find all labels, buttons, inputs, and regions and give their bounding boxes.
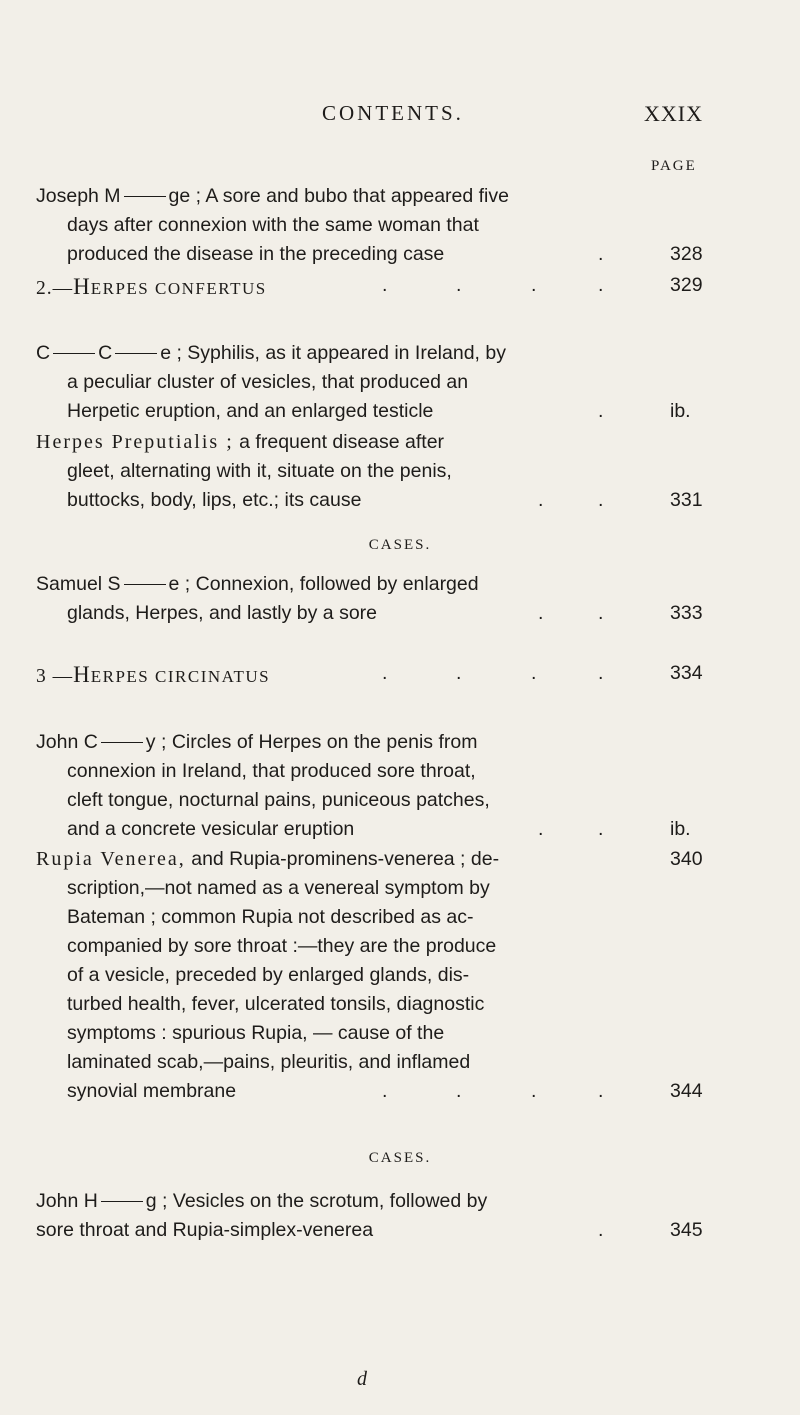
entry-line: Herpetic eruption, and an enlarged testicle [67,400,434,422]
entry-line: cleft tongue, nocturnal pains, puniceous patches, [67,789,490,811]
dot-leader: . [598,489,606,511]
entry-line: sore throat and Rupia-simplex-venerea [36,1219,374,1241]
entry-line [36,573,479,596]
page-number: 345 [670,1219,703,1241]
entry-line: gleet, alternating with it, situate on the penis, [67,460,452,482]
section-title: ERPES CIRCINATUS [90,667,271,686]
entry-line: scription,—not named as a venereal symptom by [67,877,490,899]
dot-leader: . [531,662,539,684]
page-number: 328 [670,243,703,265]
entry-line: connexion in Ireland, that produced sore throat, [67,760,476,782]
dot-leader: . [538,489,546,511]
entry-line: laminated scab,—pains, pleuritis, and inflamed [67,1051,471,1073]
entry-line: buttocks, body, lips, etc.; its cause [67,489,362,511]
page-number: 340 [670,848,703,870]
entry-text: and Rupia-prominens-venerea ; de- [191,848,500,870]
dot-leader: . [598,400,606,422]
entry-line: companied by sore throat :—they are the produce [67,935,497,957]
entry-line: a peculiar cluster of vesicles, that produced an [67,371,469,393]
entry-line: turbed health, fever, ulcerated tonsils, diagnostic [67,993,485,1015]
entry-line: Bateman ; common Rupia not described as ac- [67,906,474,928]
case-name-suffix: g ; [145,1190,168,1212]
entry-line: days after connexion with the same woman that [67,214,479,236]
dot-leader: . [531,274,539,296]
entry-line: synovial membrane [67,1080,237,1102]
section-title-initial: H [73,662,91,687]
section-heading [36,662,270,688]
name-dash [101,1201,143,1202]
page-number: 334 [670,662,703,684]
entry-line [36,431,444,454]
dot-leader: . [538,602,546,624]
case-name: Joseph M [36,185,121,207]
page-number: 333 [670,602,703,624]
case-name-suffix: e ; [168,573,191,595]
entry-line [36,185,509,208]
page-column-label: PAGE [651,158,697,174]
section-number: 3 — [36,666,74,687]
entry-text: a frequent disease after [239,431,445,453]
case-name: C [36,342,51,364]
dot-leader: . [382,1080,390,1102]
section-title-initial: H [73,274,91,299]
entry-line [36,848,499,871]
page-number: 344 [670,1080,703,1102]
dot-leader: . [456,274,464,296]
entry-line [36,1190,487,1213]
entry-line: of a vesicle, preceded by enlarged glands, dis- [67,964,470,986]
dot-leader: . [598,818,606,840]
entry-line: produced the disease in the preceding case [67,243,445,265]
entry-heading: Herpes Preputialis ; [36,431,234,453]
case-name: John H [36,1190,98,1212]
entry-line: symptoms : spurious Rupia, — cause of the [67,1022,445,1044]
dot-leader: . [598,1080,606,1102]
dot-leader: . [538,818,546,840]
entry-line [36,342,506,365]
case-name: Samuel S [36,573,121,595]
page-number: 329 [670,274,703,296]
running-head [0,101,800,131]
case-name-middle: C [98,342,113,364]
dot-leader: . [598,1219,606,1241]
dot-leader: . [598,662,606,684]
page-number: ib. [670,818,691,840]
page-number: ib. [670,400,691,422]
entry-text: Vesicles on the scrotum, followed by [172,1190,488,1212]
dot-leader: . [456,1080,464,1102]
name-dash [101,742,143,743]
signature-mark: d [357,1368,367,1390]
entry-line: glands, Herpes, and lastly by a sore [67,602,378,624]
entry-text: Connexion, followed by enlarged [195,573,479,595]
dot-leader: . [382,662,390,684]
entry-text: A sore and bubo that appeared five [205,185,509,207]
dot-leader: . [456,662,464,684]
cases-subheading: CASES. [368,1150,432,1166]
cases-subheading: CASES. [368,537,432,553]
dot-leader: . [598,602,606,624]
section-title: ERPES CONFERTUS [90,279,267,298]
case-name-suffix: e ; [160,342,182,364]
dot-leader: . [531,1080,539,1102]
entry-text: Circles of Herpes on the penis from [171,731,478,753]
dot-leader: . [598,243,606,265]
name-dash [53,353,95,354]
folio-number: XXIX [644,101,703,126]
entry-text: Syphilis, as it appeared in Ireland, by [187,342,506,364]
name-dash [124,584,166,585]
case-name: John C [36,731,98,753]
entry-line: and a concrete vesicular eruption [67,818,355,840]
dot-leader: . [598,274,606,296]
name-dash [115,353,157,354]
dot-leader: . [382,274,390,296]
case-name-suffix: y ; [145,731,167,753]
case-name-suffix: ge ; [168,185,202,207]
entry-heading: Rupia Venerea, [36,848,186,870]
section-heading [36,274,267,300]
entry-line [36,731,477,754]
name-dash [124,196,166,197]
page-number: 331 [670,489,703,511]
section-number: 2.— [36,278,74,299]
running-head-title: CONTENTS. [322,101,464,125]
